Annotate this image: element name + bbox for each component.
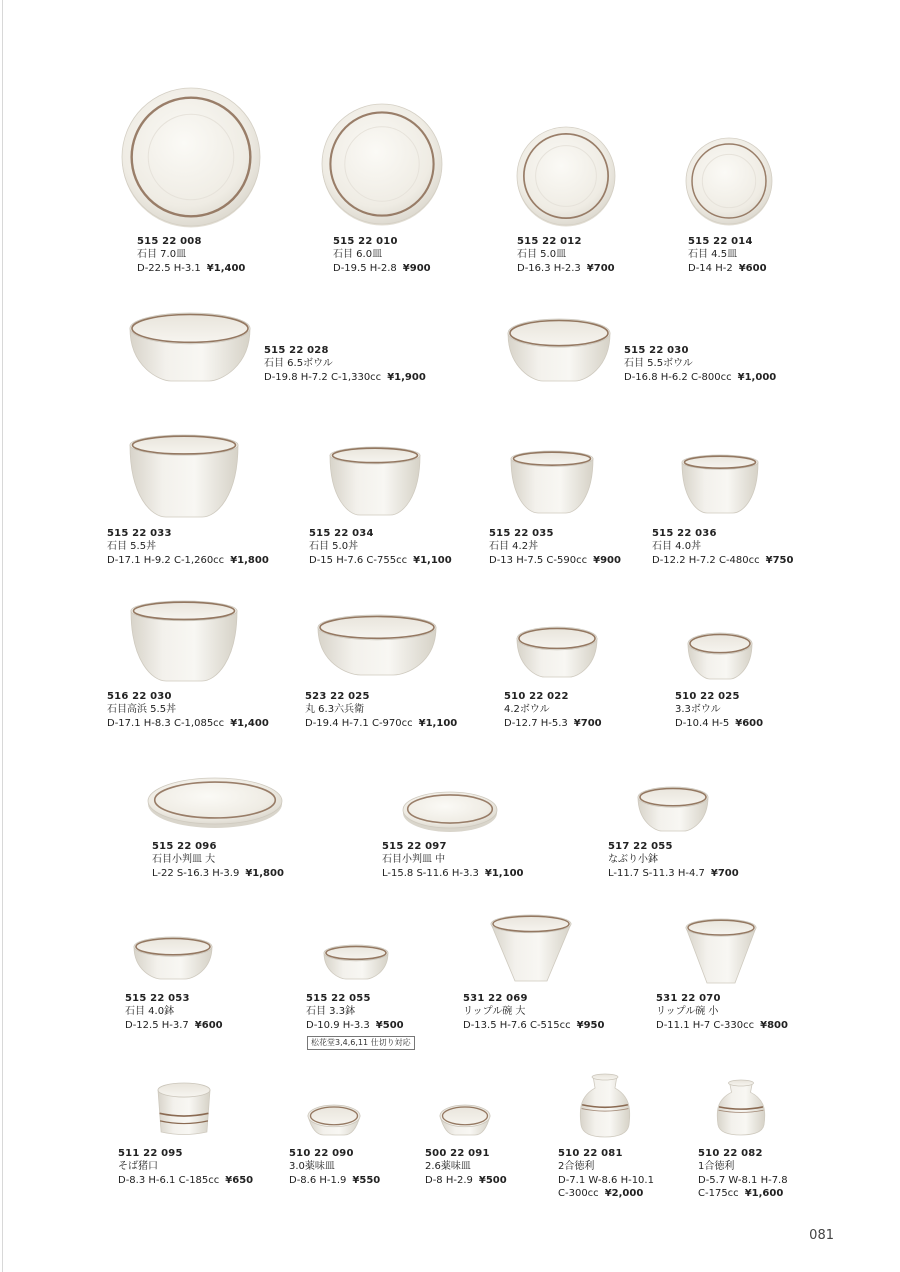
product-image (324, 944, 388, 980)
product-info (517, 235, 615, 275)
product-price: ¥1,400 (230, 717, 269, 729)
product-code: 515 22 028 (264, 345, 329, 356)
product-image (517, 127, 615, 225)
product-code: 515 22 036 (652, 528, 717, 539)
product-dimensions: D-7.1 W-8.6 H-10.1 (558, 1174, 654, 1186)
product-image (440, 1104, 490, 1136)
product-price: ¥1,000 (737, 371, 777, 383)
product-image (130, 434, 238, 518)
product-name: 石目 4.2丼 (489, 541, 539, 553)
product-spec-line (107, 717, 269, 730)
product-code: 516 22 030 (107, 691, 172, 702)
product-info (688, 235, 767, 275)
product-code: 510 22 081 (558, 1148, 623, 1159)
product-code: 510 22 082 (698, 1148, 763, 1159)
product-spec-line (309, 554, 452, 567)
product-code: 515 22 033 (107, 528, 172, 539)
product-code: 515 22 010 (333, 236, 398, 247)
product-code: 523 22 025 (305, 691, 370, 702)
product-dimensions: D-12.2 H-7.2 C-480cc (652, 554, 760, 566)
product-name: なぶり小鉢 (608, 854, 658, 866)
product-image (148, 776, 282, 826)
product-dimensions: D-11.1 H-7 C-330cc (656, 1019, 755, 1031)
product-code: 510 22 025 (675, 691, 740, 702)
product-image (579, 1074, 631, 1138)
product-code: 511 22 095 (118, 1148, 183, 1159)
product-info (382, 840, 523, 880)
product-spec-line (489, 554, 621, 567)
product-price: ¥600 (735, 717, 764, 729)
product-info (608, 840, 739, 880)
product-price: ¥1,900 (387, 371, 426, 383)
product-code: 531 22 070 (656, 993, 721, 1004)
product-image (322, 104, 442, 224)
product-dimensions: D-16.8 H-6.2 C-800cc (624, 371, 732, 383)
product-info (504, 690, 602, 730)
product-capacity: C-300cc (558, 1188, 599, 1200)
product-dimensions: D-16.3 H-2.3 (517, 262, 581, 274)
product-dimensions: D-8.3 H-6.1 C-185cc (118, 1174, 220, 1186)
product-image (517, 626, 597, 678)
product-info (306, 992, 404, 1032)
product-code: 515 22 030 (624, 345, 689, 356)
product-price: ¥700 (573, 717, 602, 729)
product-name: 石目高浜 5.5丼 (107, 704, 177, 716)
product-image (508, 318, 610, 382)
product-spec-line (125, 1019, 223, 1032)
product-name: 石目 6.0皿 (333, 249, 383, 261)
product-price: ¥1,100 (418, 717, 458, 729)
product-spec-line (333, 262, 431, 275)
product-dimensions: D-12.7 H-5.3 (504, 717, 568, 729)
product-info (118, 1147, 253, 1187)
product-info (305, 690, 457, 730)
product-note: 松花堂3,4,6,11 仕切り対応 (307, 1036, 415, 1050)
product-image (686, 918, 756, 984)
product-spec-line (107, 554, 269, 567)
product-price: ¥800 (760, 1019, 788, 1031)
product-dimensions: D-5.7 W-8.1 H-7.8 (698, 1174, 788, 1186)
product-dimensions: L-11.7 S-11.3 H-4.7 (608, 867, 705, 879)
product-info (107, 527, 269, 567)
product-spec-line (289, 1174, 380, 1187)
product-code: 531 22 069 (463, 993, 528, 1004)
product-info (152, 840, 284, 880)
product-spec-line (608, 867, 739, 880)
product-price: ¥900 (593, 554, 621, 566)
product-price: ¥2,000 (604, 1188, 644, 1200)
product-dimensions: D-14 H-2 (688, 262, 733, 274)
page-number: 081 (809, 1228, 834, 1243)
product-code: 515 22 035 (489, 528, 554, 539)
product-dimensions: D-10.9 H-3.3 (306, 1019, 370, 1031)
product-name: 石目 4.5皿 (688, 249, 738, 261)
product-spec-line (152, 867, 284, 880)
product-image (403, 790, 497, 830)
product-code: 515 22 097 (382, 841, 447, 852)
product-info (656, 992, 788, 1032)
product-dimensions: D-19.4 H-7.1 C-970cc (305, 717, 413, 729)
product-spec-line (517, 262, 615, 275)
product-image (130, 312, 250, 382)
product-info (652, 527, 793, 567)
product-spec-line (688, 262, 767, 275)
product-spec-line (624, 371, 776, 384)
product-spec-line (558, 1187, 654, 1200)
product-spec-line (425, 1174, 507, 1187)
product-name: 2合徳利 (558, 1161, 595, 1173)
product-spec-line (264, 371, 426, 384)
product-spec-line (698, 1187, 788, 1200)
product-name: 4.2ボウル (504, 704, 550, 716)
product-name: 2.6薬味皿 (425, 1161, 471, 1173)
product-spec-line (675, 717, 763, 730)
product-price: ¥950 (576, 1019, 605, 1031)
product-name: 石目 6.5ボウル (264, 358, 333, 370)
product-image (686, 138, 772, 224)
product-dimensions: D-10.4 H-5 (675, 717, 730, 729)
product-info (698, 1147, 788, 1201)
product-name: 石目 4.0鉢 (125, 1006, 175, 1018)
page-edge-line (2, 0, 3, 1272)
product-price: ¥650 (225, 1174, 254, 1186)
product-dimensions: D-8 H-2.9 (425, 1174, 473, 1186)
product-spec-line (137, 262, 245, 275)
product-image (491, 914, 571, 982)
product-image (122, 88, 260, 226)
product-spec-line (504, 717, 602, 730)
product-price: ¥1,400 (206, 262, 246, 274)
product-code: 515 22 034 (309, 528, 374, 539)
product-info (558, 1147, 654, 1201)
product-dimensions: D-12.5 H-3.7 (125, 1019, 189, 1031)
product-code: 515 22 055 (306, 993, 371, 1004)
product-code: 515 22 053 (125, 993, 190, 1004)
product-code: 510 22 090 (289, 1148, 354, 1159)
product-name: 石目 4.0丼 (652, 541, 702, 553)
product-name: 丸 6.3六兵衛 (305, 704, 365, 716)
product-info (107, 690, 269, 730)
product-dimensions: D-22.5 H-3.1 (137, 262, 201, 274)
product-info (489, 527, 621, 567)
product-price: ¥1,800 (230, 554, 269, 566)
product-name: 石目 3.3鉢 (306, 1006, 356, 1018)
product-price: ¥500 (375, 1019, 404, 1031)
product-price: ¥600 (194, 1019, 223, 1031)
product-image (330, 446, 420, 516)
product-price: ¥900 (402, 262, 431, 274)
product-name: リップル碗 小 (656, 1006, 719, 1018)
product-info (675, 690, 763, 730)
product-dimensions: D-19.8 H-7.2 C-1,330cc (264, 371, 382, 383)
product-name: 3.3ボウル (675, 704, 721, 716)
product-spec-line (382, 867, 523, 880)
product-price: ¥1,800 (245, 867, 284, 879)
product-code: 500 22 091 (425, 1148, 490, 1159)
product-price: ¥600 (738, 262, 767, 274)
product-image (688, 632, 752, 680)
product-info (264, 344, 426, 384)
product-info (289, 1147, 380, 1187)
product-dimensions: D-15 H-7.6 C-755cc (309, 554, 408, 566)
product-name: 1合徳利 (698, 1161, 735, 1173)
product-name: 3.0薬味皿 (289, 1161, 335, 1173)
product-spec-line (652, 554, 793, 567)
product-code: 515 22 014 (688, 236, 753, 247)
product-code: 517 22 055 (608, 841, 673, 852)
product-price: ¥550 (352, 1174, 381, 1186)
product-name: 石目 5.5丼 (107, 541, 157, 553)
product-price: ¥500 (478, 1174, 507, 1186)
product-image (158, 1082, 210, 1136)
product-spec-line (558, 1174, 654, 1187)
product-info (463, 992, 604, 1032)
product-dimensions: D-17.1 H-8.3 C-1,085cc (107, 717, 225, 729)
product-price: ¥700 (710, 867, 739, 879)
product-name: 石目 5.0丼 (309, 541, 359, 553)
product-info (425, 1147, 507, 1187)
product-name: 石目 7.0皿 (137, 249, 187, 261)
product-info (624, 344, 776, 384)
product-price: ¥750 (765, 554, 794, 566)
product-price: ¥700 (586, 262, 615, 274)
product-image (716, 1080, 766, 1136)
product-dimensions: L-15.8 S-11.6 H-3.3 (382, 867, 479, 879)
product-spec-line (656, 1019, 788, 1032)
product-code: 515 22 096 (152, 841, 217, 852)
product-name: 石目小判皿 中 (382, 854, 446, 866)
product-code: 515 22 012 (517, 236, 582, 247)
product-name: 石目 5.5ボウル (624, 358, 693, 370)
product-image (308, 1104, 360, 1136)
product-capacity: C-175cc (698, 1188, 739, 1200)
product-price: ¥1,100 (484, 867, 524, 879)
product-name: そば猪口 (118, 1161, 158, 1173)
product-name: リップル碗 大 (463, 1006, 526, 1018)
product-price: ¥1,100 (413, 554, 452, 566)
product-info (125, 992, 223, 1032)
product-image (318, 614, 436, 676)
product-name: 石目小判皿 大 (152, 854, 216, 866)
product-image (134, 936, 212, 980)
product-info (333, 235, 431, 275)
product-image (511, 450, 593, 514)
product-price: ¥1,600 (744, 1188, 784, 1200)
product-info (137, 235, 245, 275)
product-dimensions: D-13 H-7.5 C-590cc (489, 554, 588, 566)
product-spec-line (698, 1174, 788, 1187)
product-image (682, 454, 758, 514)
product-spec-line (306, 1019, 404, 1032)
product-code: 510 22 022 (504, 691, 569, 702)
product-dimensions: D-19.5 H-2.8 (333, 262, 397, 274)
product-name: 石目 5.0皿 (517, 249, 567, 261)
product-dimensions: L-22 S-16.3 H-3.9 (152, 867, 240, 879)
product-info (309, 527, 452, 567)
product-spec-line (463, 1019, 604, 1032)
product-image (638, 786, 708, 832)
product-dimensions: D-8.6 H-1.9 (289, 1174, 347, 1186)
product-dimensions: D-13.5 H-7.6 C-515cc (463, 1019, 571, 1031)
product-image (131, 600, 237, 682)
product-code: 515 22 008 (137, 236, 202, 247)
product-spec-line (305, 717, 457, 730)
product-dimensions: D-17.1 H-9.2 C-1,260cc (107, 554, 225, 566)
product-spec-line (118, 1174, 253, 1187)
